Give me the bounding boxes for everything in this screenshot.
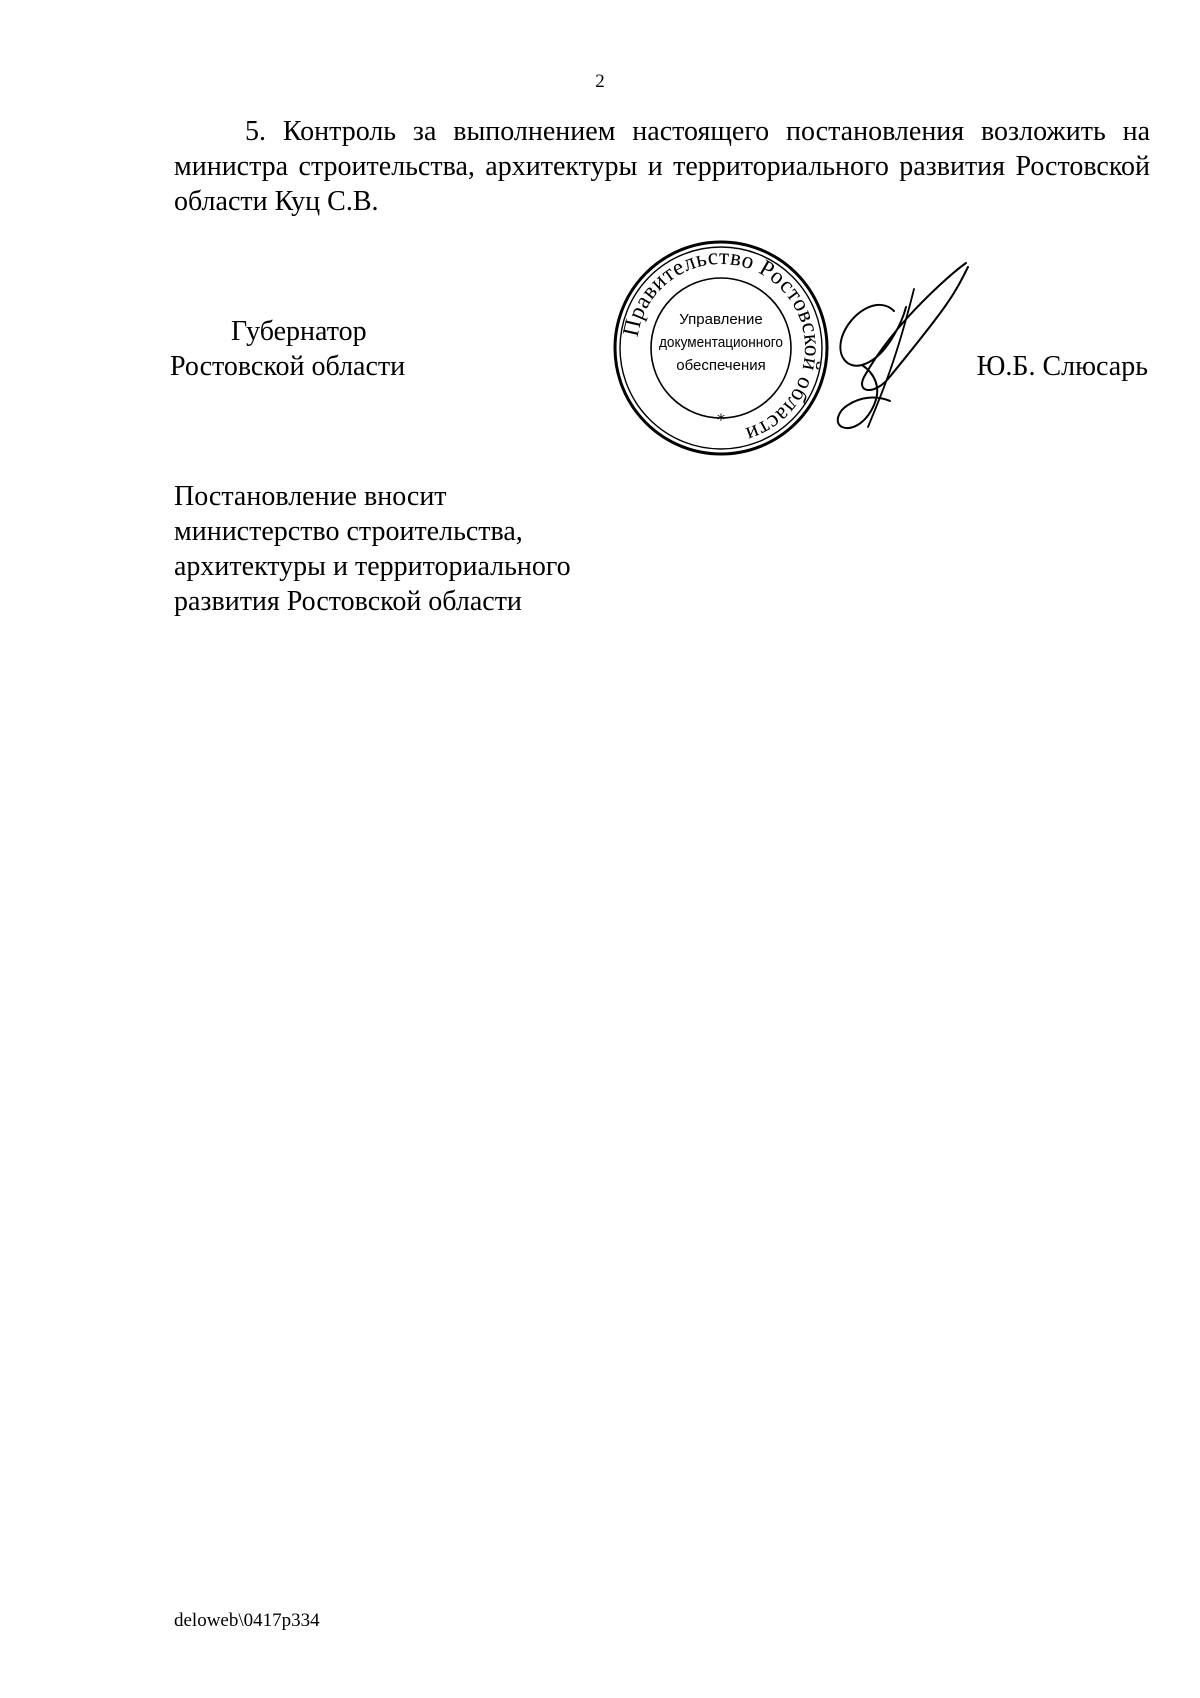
initiator-line2: министерство строительства, (174, 516, 523, 547)
seal-center-line3: обеспечения (676, 357, 766, 374)
initiator-note (174, 479, 694, 619)
initiator-line3: архитектуры и территориального (174, 551, 571, 582)
seal-center-line1: Управление (679, 311, 763, 328)
initiator-line4: развития Ростовской области (174, 586, 522, 617)
signatory-position-line2: Ростовской области (170, 351, 406, 382)
seal-bottom-star: * (717, 410, 725, 429)
signer-name: Ю.Б. Слюсарь (976, 351, 1148, 382)
seal-center-line2: документационного (659, 335, 783, 351)
signatory-position-line1: Губернатор (231, 316, 367, 347)
handwritten-signature (834, 255, 974, 441)
initiator-line1: Постановление вносит (174, 481, 447, 512)
document-code: deloweb\0417p334 (174, 1610, 320, 1631)
signatory-position (170, 314, 450, 384)
page-number: 2 (595, 71, 605, 92)
seal-ring-text: Правительство Ростовской области (617, 243, 826, 448)
paragraph-5: 5. Контроль за выполнением настоящего постановления возложить на министра строительства, архитектуры и территориального развития Ростовской области Куц С.В. (174, 116, 1150, 217)
official-seal (612, 239, 830, 457)
